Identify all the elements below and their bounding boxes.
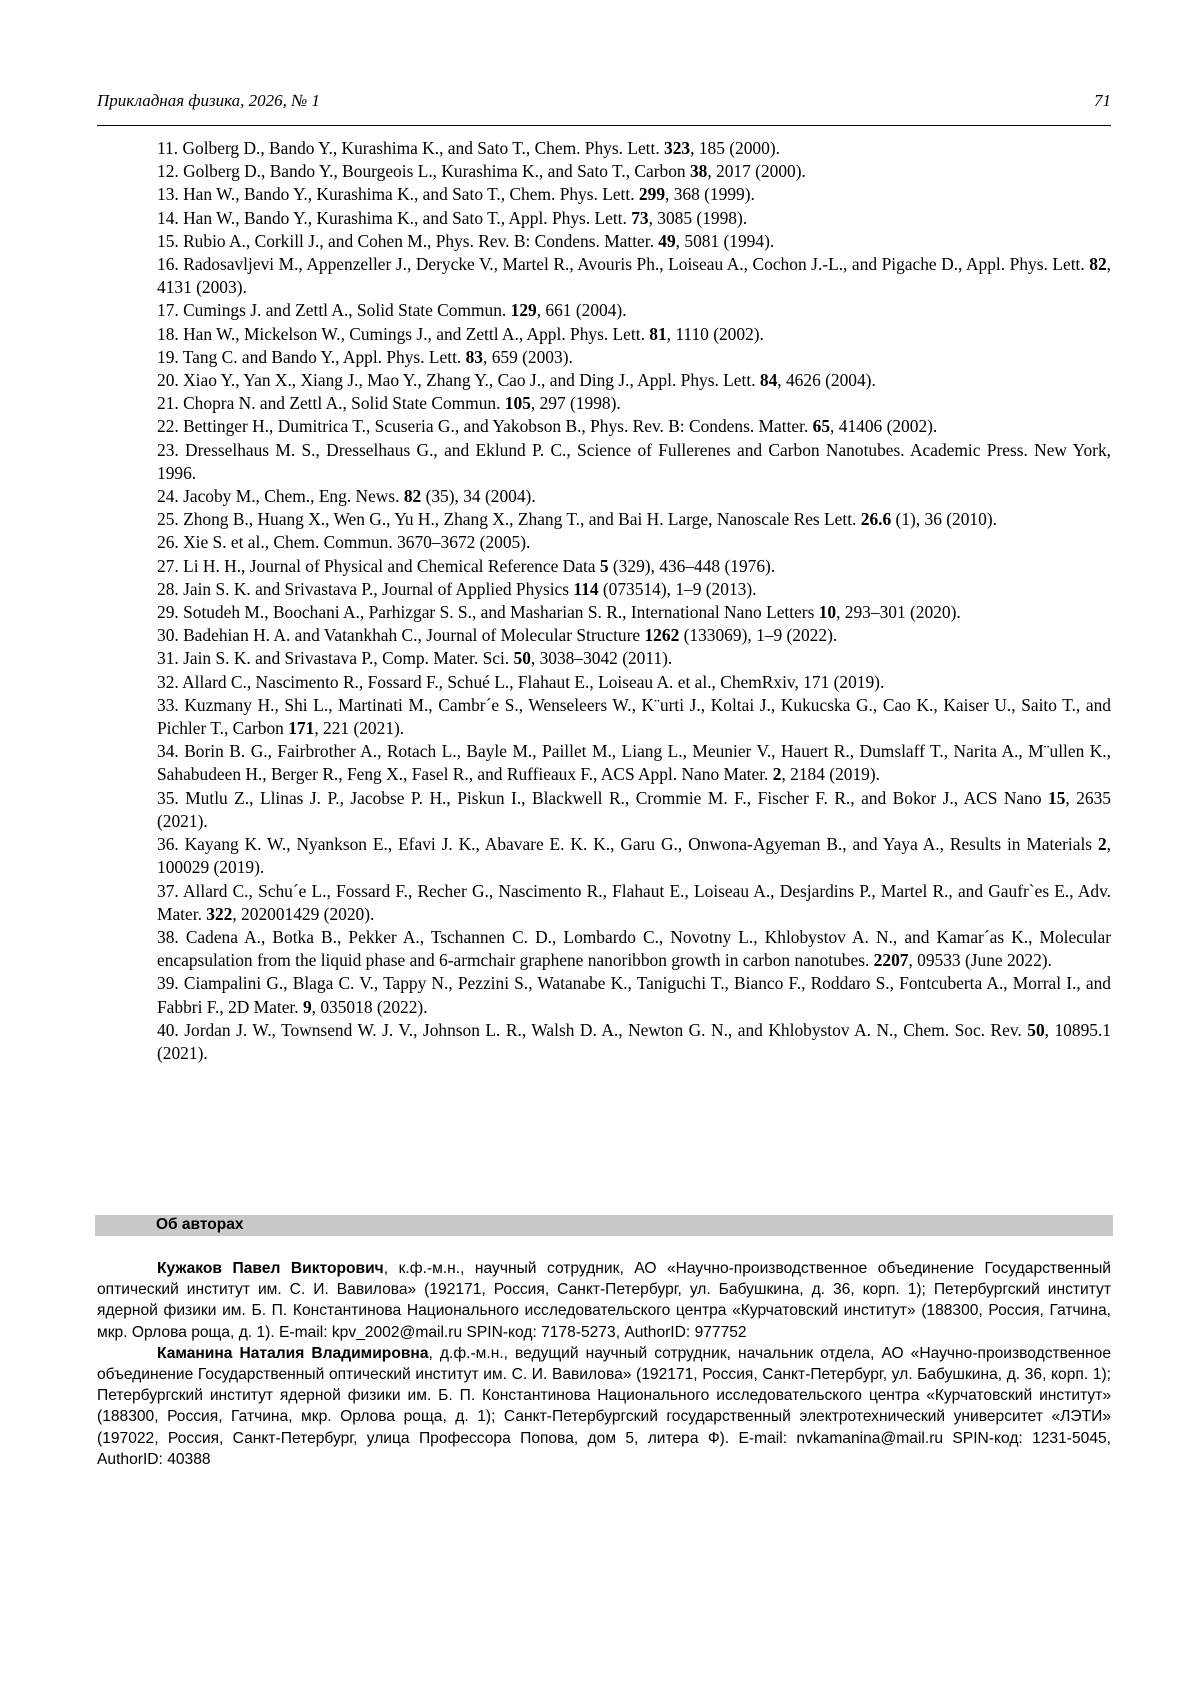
reference-text: , 3085 (1998). <box>648 207 748 228</box>
reference-text: 14. Han W., Bando Y., Kurashima K., and Sato T., Appl. Phys. Lett. <box>157 207 632 228</box>
reference-item <box>157 787 1111 833</box>
reference-item <box>157 137 1111 160</box>
reference-text: 30. Badehian H. A. and Vatankhah C., Journal of Molecular Structure <box>157 625 645 646</box>
reference-item <box>157 392 1111 415</box>
reference-volume: 129 <box>510 300 537 321</box>
reference-item <box>157 369 1111 392</box>
reference-item <box>157 346 1111 369</box>
reference-text: , 202001429 (2020). <box>232 903 375 924</box>
reference-text: 33. Kuzmany H., Shi L., Martinati M., Cambr´e S., Wenseleers W., K¨urti J., Koltai J., Kukucska G., Cao K., Kaiser U., Saito T., and Pichler T., Carbon <box>157 694 1111 739</box>
reference-item <box>157 555 1111 578</box>
reference-text: , 185 (2000). <box>690 138 780 158</box>
reference-text: 28. Jain S. K. and Srivastava P., Journal of Applied Physics <box>157 578 574 599</box>
reference-text: , 661 (2004). <box>536 300 627 321</box>
reference-volume: 5 <box>599 555 609 576</box>
reference-text: 17. Cumings J. and Zettl A., Solid State Commun. <box>157 300 511 321</box>
reference-item <box>157 207 1111 230</box>
journal-title: Прикладная физика, 2026, № 1 <box>97 91 320 110</box>
reference-text: , 293–301 (2020). <box>836 602 961 623</box>
reference-text: 31. Jain S. K. and Srivastava P., Comp. Mater. Sci. <box>157 648 514 669</box>
reference-text: 12. Golberg D., Bando Y., Bourgeois L., Kurashima K., and Sato T., Carbon <box>157 161 690 182</box>
reference-volume: 81 <box>649 323 667 344</box>
reference-volume: 82 <box>1089 254 1107 275</box>
reference-item <box>157 671 1111 694</box>
reference-text: , 1110 (2002). <box>666 323 764 344</box>
reference-volume: 105 <box>504 393 531 414</box>
reference-text: , 09533 (June 2022). <box>908 950 1052 971</box>
reference-item <box>157 972 1111 1018</box>
reference-volume: 9 <box>302 996 312 1017</box>
author-entry <box>97 1258 1111 1343</box>
reference-volume: 15 <box>1048 787 1066 808</box>
reference-volume: 26.6 <box>860 509 892 530</box>
reference-text: , 10895.1 (2021). <box>157 1019 1111 1063</box>
reference-item <box>157 299 1111 322</box>
reference-text: 19. Tang C. and Bando Y., Appl. Phys. Lett. <box>157 346 466 367</box>
reference-text: 11. Golberg D., Bando Y., Kurashima K., and Sato T., Chem. Phys. Lett. <box>157 138 665 158</box>
reference-text: (1), 36 (2010). <box>891 509 997 530</box>
reference-item <box>157 833 1111 879</box>
reference-text: 15. Rubio A., Corkill J., and Cohen M., Phys. Rev. B: Condens. Matter. <box>157 230 659 251</box>
about-authors-bar <box>95 1215 1113 1236</box>
reference-item <box>157 601 1111 624</box>
reference-text: 24. Jacoby M., Chem., Eng. News. <box>157 486 404 507</box>
reference-text: 38. Cadena A., Botka B., Pekker A., Tschannen C. D., Lombardo C., Novotny L., Khlobystov A. N., and Kamar´as K., Molecular encapsulation from the liquid phase and 6-armchair graphene nanoribbon growth in carbon nanotubes. <box>157 926 1111 971</box>
reference-item <box>157 647 1111 670</box>
reference-volume: 2207 <box>873 950 909 971</box>
reference-list <box>157 137 1111 1065</box>
author-name: Кужаков Павел Викторович <box>157 1260 384 1277</box>
reference-text: , 368 (1999). <box>665 184 755 205</box>
reference-text: 18. Han W., Mickelson W., Cumings J., and Zettl A., Appl. Phys. Lett. <box>157 323 650 344</box>
page-number: 71 <box>1094 91 1111 110</box>
reference-text: 22. Bettinger H., Dumitrica T., Scuseria G., and Yakobson B., Phys. Rev. B: Condens. Matter. <box>157 416 813 437</box>
reference-text: (329), 436–448 (1976). <box>608 555 776 576</box>
reference-volume: 322 <box>206 903 233 924</box>
reference-text: 21. Chopra N. and Zettl A., Solid State Commun. <box>157 393 505 414</box>
reference-volume: 73 <box>631 207 649 228</box>
reference-item <box>157 160 1111 183</box>
reference-text: (133069), 1–9 (2022). <box>679 625 838 646</box>
reference-text: , 2635 (2021). <box>157 787 1111 831</box>
reference-volume: 50 <box>513 648 531 669</box>
reference-item <box>157 323 1111 346</box>
reference-item <box>157 253 1111 299</box>
reference-volume: 10 <box>818 602 837 623</box>
reference-volume: 49 <box>658 230 676 251</box>
reference-item <box>157 415 1111 438</box>
reference-volume: 65 <box>812 416 831 437</box>
reference-item <box>157 183 1111 206</box>
reference-volume: 171 <box>288 718 315 739</box>
about-authors-title: Об авторах <box>156 1216 244 1233</box>
reference-item <box>157 740 1111 786</box>
reference-volume: 114 <box>573 578 599 599</box>
reference-text: 39. Ciampalini G., Blaga C. V., Tappy N., Pezzini S., Watanabe K., Taniguchi T., Bianco F., Roddaro S., Fontcuberta A., Morral I., and Fabbri F., 2D Mater. <box>157 973 1111 1017</box>
reference-text: , 5081 (1994). <box>675 230 775 251</box>
reference-volume: 84 <box>759 370 778 391</box>
reference-text: 35. Mutlu Z., Llinas J. P., Jacobse P. H., Piskun I., Blackwell R., Crommie M. F., Fischer F. R., and Bokor J., ACS Nano <box>157 787 1048 808</box>
reference-text: 20. Xiao Y., Yan X., Xiang J., Mao Y., Zhang Y., Cao J., and Ding J., Appl. Phys. Lett. <box>157 370 760 391</box>
header-rule <box>97 125 1111 126</box>
reference-volume: 50 <box>1027 1019 1045 1040</box>
author-affiliation: , д.ф.-м.н., ведущий научный сотрудник, начальник отдела, АО «Научно-производственное объединение Государственный оптический институт им. С. И. Вавилова» (192171, Россия, Санкт-Петербург, ул. Бабушкина, д. 36, корп. 1); Петербургский институт ядерной физики им. Б. П. Константинова Национального исследовательского центра «Курчатовский институт» (188300, Россия, Гатчина, мкр. Орлова роща, д. 1); Санкт-Петербургский государственный электротехнический университет «ЛЭТИ» (197022, Россия, Санкт-Петербург, улица Профессора Попова, дом 5, литера Ф). E-mail: nvkamanina@mail.ru SPIN-код: 1231-5045, AuthorID: 40388 <box>97 1344 1111 1468</box>
reference-text: 37. Allard C., Schu´e L., Fossard F., Recher G., Nascimento R., Flahaut E., Loiseau A., Desjardins P., Martel R., and Gaufr`es E., Adv. Mater. <box>157 880 1111 924</box>
reference-volume: 38 <box>689 161 708 182</box>
reference-text: , 035018 (2022). <box>311 996 428 1017</box>
reference-volume: 299 <box>638 184 666 205</box>
reference-item <box>157 485 1111 508</box>
reference-text: , 41406 (2002). <box>830 416 938 437</box>
reference-text: , 3038–3042 (2011). <box>530 648 673 669</box>
reference-text: 27. Li H. H., Journal of Physical and Chemical Reference Data <box>157 555 600 576</box>
reference-text: , 297 (1998). <box>530 393 621 414</box>
author-name: Каманина Наталия Владимировна <box>157 1344 429 1362</box>
reference-text: , 2184 (2019). <box>781 764 881 785</box>
reference-text: 32. Allard C., Nascimento R., Fossard F., Schué L., Flahaut E., Loiseau A. et al., ChemRxiv, 171 (2019). <box>157 671 885 692</box>
reference-text: (073514), 1–9 (2013). <box>598 578 757 599</box>
reference-text: 36. Kayang K. W., Nyankson E., Efavi J. K., Abavare E. K. K., Garu G., Onwona-Agyeman B., and Yaya A., Results in Materials <box>157 834 1098 855</box>
reference-text: , 659 (2003). <box>483 346 573 367</box>
reference-text: , 4626 (2004). <box>777 370 876 391</box>
reference-item <box>157 926 1111 972</box>
reference-item <box>157 694 1111 740</box>
reference-volume: 2 <box>1097 834 1107 855</box>
reference-text: 26. Xie S. et al., Chem. Commun. 3670–3672 (2005). <box>157 532 531 553</box>
reference-text: 25. Zhong B., Huang X., Wen G., Yu H., Zhang X., Zhang T., and Bai H. Large, Nanoscale Res Lett. <box>157 509 861 530</box>
reference-item <box>157 578 1111 601</box>
reference-volume: 82 <box>403 486 422 507</box>
reference-volume: 323 <box>664 138 691 158</box>
reference-text: , 221 (2021). <box>314 718 405 739</box>
reference-item <box>157 439 1111 485</box>
reference-item <box>157 880 1111 926</box>
reference-text: , 4131 (2003). <box>157 254 1111 298</box>
reference-text: 23. Dresselhaus M. S., Dresselhaus G., and Eklund P. C., Science of Fullerenes and Carbon Nanotubes. Academic Press. New York, 1996. <box>157 439 1111 483</box>
reference-text: (35), 34 (2004). <box>421 486 536 507</box>
reference-volume: 2 <box>772 764 782 785</box>
reference-text: 13. Han W., Bando Y., Kurashima K., and Sato T., Chem. Phys. Lett. <box>157 184 639 205</box>
reference-item <box>157 1019 1111 1065</box>
author-entry <box>97 1343 1111 1470</box>
author-affiliation: , к.ф.-м.н., научный сотрудник, АО «Научно-производственное объединение Государственный оптический институт им. С. И. Вавилова» (192171, Россия, Санкт-Петербург, ул. Бабушкина, д. 36, корп. 1); Петербургский институт ядерной физики им. Б. П. Константинова Национального исследовательского центра «Курчатовский институт» (188300, Россия, Гатчина, мкр. Орлова роща, д. 1). E-mail: kpv_2002@mail.ru SPIN-код: 7178-5273, AuthorID: 977752 <box>97 1260 1111 1341</box>
reference-text: 34. Borin B. G., Fairbrother A., Rotach L., Bayle M., Paillet M., Liang L., Meunier V., Hauert R., Dumslaff T., Narita A., M¨ullen K., Sahabudeen H., Berger R., Feng X., Fasel R., and Ruffieaux F., ACS Appl. Nano Mater. <box>157 741 1111 785</box>
reference-item <box>157 624 1111 647</box>
authors-section <box>97 1258 1111 1470</box>
reference-item <box>157 508 1111 531</box>
reference-text: , 2017 (2000). <box>707 161 806 182</box>
reference-text: 16. Radosavljevi M., Appenzeller J., Derycke V., Martel R., Avouris Ph., Loiseau A., Cochon J.-L., and Pigache D., Appl. Phys. Lett. <box>157 254 1090 275</box>
reference-volume: 83 <box>465 346 483 367</box>
reference-item <box>157 230 1111 253</box>
reference-text: 29. Sotudeh M., Boochani A., Parhizgar S. S., and Masharian S. R., International Nano Letters <box>157 602 819 623</box>
reference-text: , 100029 (2019). <box>157 834 1111 878</box>
reference-text: 40. Jordan J. W., Townsend W. J. V., Johnson L. R., Walsh D. A., Newton G. N., and Khlobystov A. N., Chem. Soc. Rev. <box>157 1019 1028 1040</box>
reference-item <box>157 531 1111 554</box>
reference-volume: 1262 <box>644 625 680 646</box>
